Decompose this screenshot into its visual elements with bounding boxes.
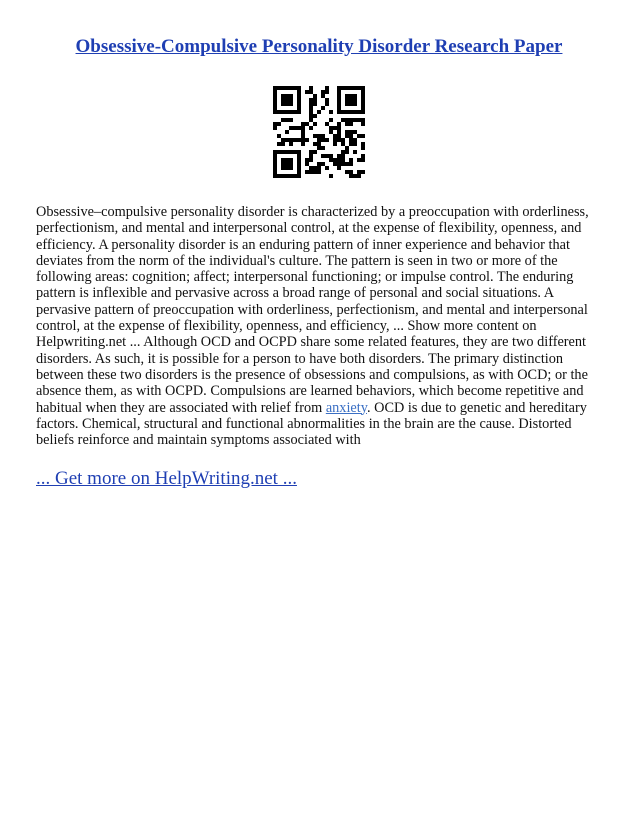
body-text-before-link: Obsessive–compulsive personality disorder is characterized by a preoccupation with orderliness, perfectionism, and mental and interpersonal control, at the expense of flexibility, openness, and efficiency. A personality disorder is an enduring pattern of inner experience and behavior that deviates from the norm of the individual's culture. The pattern is seen in two or more of the following areas: cognition; affect; interpersonal functioning; or impulse control. The enduring pattern is inflexible and pervasive across a broad range of personal and social situations. A pervasive pattern of preoccupation with orderliness, perfectionism, and mental and interpersonal control, at the expense of flexibility, openness, and efficiency, ... Show more content on Helpwriting.net ... Although OCD and OCPD share some related features, they are two different disorders. As such, it is possible for a person to have both disorders. The primary distinction between these two disorders is the presence of obsessions and compulsions, as with OCD; or the absence them, as with OCPD. Compulsions are learned behaviors, which become repetitive and habitual when they are associated with relief from: [36, 204, 589, 416]
body-text-after-link: . OCD is due to genetic and hereditary factors. Chemical, structural and functional abnormalities in the brain are the cause. Distorted beliefs reinforce and maintain symptoms associated with: [36, 399, 587, 449]
body-paragraph: [36, 204, 606, 448]
get-more-link[interactable]: ... Get more on HelpWriting.net ...: [36, 468, 297, 489]
page-title: [0, 36, 638, 58]
anxiety-link[interactable]: anxiety: [325, 399, 367, 416]
qr-code-icon: [273, 86, 365, 178]
get-more-container: [36, 468, 297, 490]
title-link[interactable]: Obsessive-Compulsive Personality Disorder Research Paper: [75, 36, 563, 57]
